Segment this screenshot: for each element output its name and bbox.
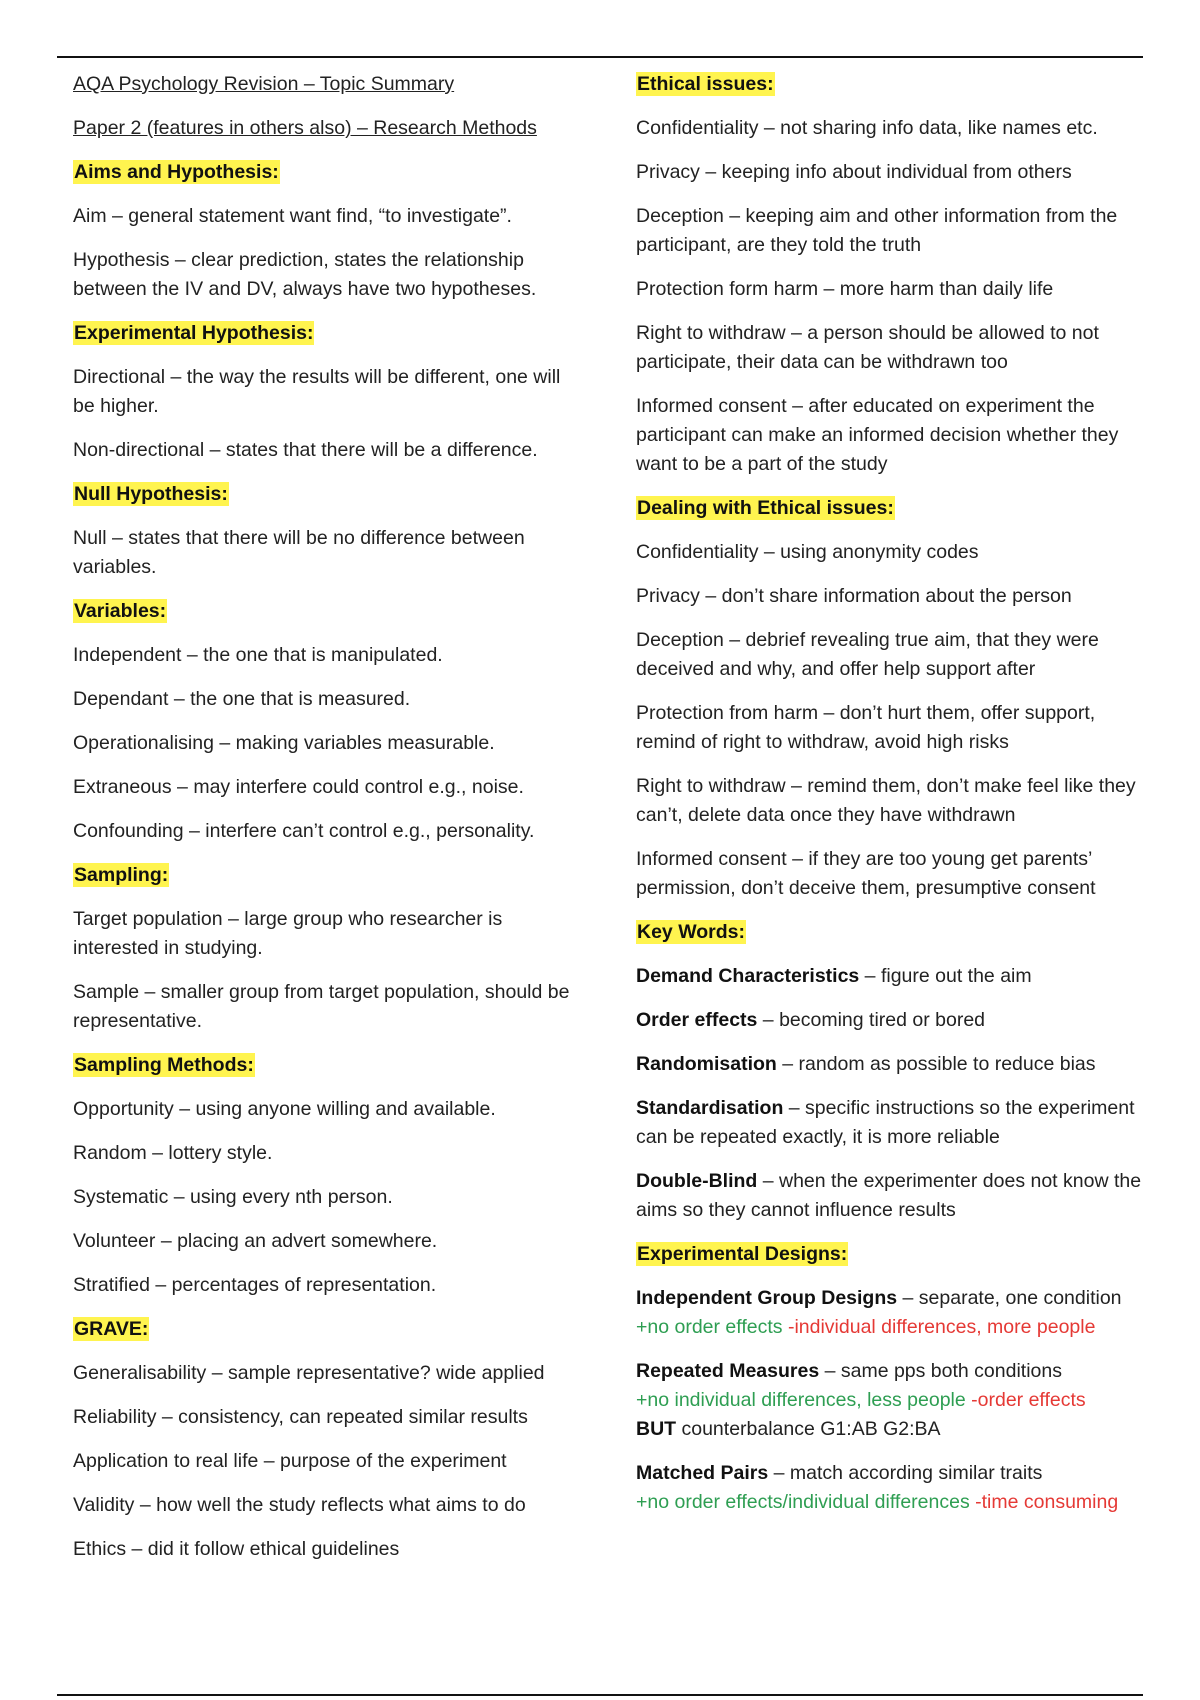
design-but: BUT	[636, 1418, 677, 1440]
grave-item: Ethics – did it follow ethical guidelines	[73, 1538, 400, 1560]
heading-experimental-hypothesis: Experimental Hypothesis:	[74, 322, 314, 344]
design-con: -order effects	[971, 1389, 1086, 1411]
ethical-item: Confidentiality – not sharing info data, like names etc.	[636, 117, 1098, 139]
heading-sampling: Sampling:	[74, 864, 169, 886]
method-item: Random – lottery style.	[73, 1142, 273, 1164]
keyword-term: Standardisation	[636, 1097, 784, 1119]
keyword-term: Order effects	[636, 1009, 758, 1031]
design-item	[636, 1284, 1156, 1342]
ethical-item: Privacy – keeping info about individual from others	[636, 161, 1072, 183]
keyword-def: – figure out the aim	[859, 965, 1032, 987]
grave-item: Application to real life – purpose of the experiment	[73, 1450, 507, 1472]
design-item	[636, 1459, 1156, 1517]
ethical-item: Deception – keeping aim and other information from the participant, are they told the truth	[636, 205, 1118, 256]
left-column	[73, 70, 573, 1579]
aim-text: Aim – general statement want find, “to investigate”.	[73, 205, 512, 227]
design-item	[636, 1357, 1156, 1444]
ethical-item: Right to withdraw – a person should be allowed to not participate, their data can be withdrawn too	[636, 322, 1099, 373]
method-item: Volunteer – placing an advert somewhere.	[73, 1230, 438, 1252]
grave-item: Validity – how well the study reflects what aims to do	[73, 1494, 526, 1516]
method-item: Stratified – percentages of representation.	[73, 1274, 437, 1296]
design-term: Repeated Measures	[636, 1360, 820, 1382]
design-term: Matched Pairs	[636, 1462, 769, 1484]
keyword-item	[636, 962, 1156, 991]
dealing-item: Right to withdraw – remind them, don’t make feel like they can’t, delete data once they have withdrawn	[636, 775, 1136, 826]
directional-text: Directional – the way the results will be different, one will be higher.	[73, 366, 561, 417]
keyword-item	[636, 1094, 1156, 1152]
document-subtitle: Paper 2 (features in others also) – Research Methods	[73, 117, 537, 139]
heading-experimental-designs: Experimental Designs:	[637, 1243, 848, 1265]
design-pro: +no individual differences, less people	[636, 1389, 972, 1411]
design-but-text: counterbalance G1:AB G2:BA	[676, 1418, 941, 1440]
grave-item: Generalisability – sample representative? wide applied	[73, 1362, 545, 1384]
keyword-term: Double-Blind	[636, 1170, 758, 1192]
variable-item: Confounding – interfere can’t control e.g., personality.	[73, 820, 535, 842]
top-rule	[57, 56, 1143, 58]
heading-ethical-issues: Ethical issues:	[637, 73, 774, 95]
null-text: Null – states that there will be no difference between variables.	[73, 527, 525, 578]
ethical-item: Protection form harm – more harm than daily life	[636, 278, 1054, 300]
design-con: -individual differences, more people	[787, 1316, 1096, 1338]
design-pro: +no order effects	[636, 1316, 788, 1338]
design-def: – separate, one condition	[897, 1287, 1122, 1309]
document-title: AQA Psychology Revision – Topic Summary	[73, 73, 455, 95]
dealing-item: Privacy – don’t share information about the person	[636, 585, 1072, 607]
dealing-item: Deception – debrief revealing true aim, that they were deceived and why, and offer help support after	[636, 629, 1099, 680]
variable-item: Independent – the one that is manipulated.	[73, 644, 443, 666]
heading-key-words: Key Words:	[637, 921, 745, 943]
right-column	[636, 70, 1156, 1532]
heading-variables: Variables:	[74, 600, 167, 622]
heading-null-hypothesis: Null Hypothesis:	[74, 483, 228, 505]
keyword-item	[636, 1006, 1156, 1035]
heading-grave: GRAVE:	[74, 1318, 149, 1340]
keyword-term: Demand Characteristics	[636, 965, 860, 987]
bottom-rule	[57, 1694, 1143, 1696]
dealing-item: Confidentiality – using anonymity codes	[636, 541, 979, 563]
design-con: -time consuming	[975, 1491, 1119, 1513]
design-pro: +no order effects/individual differences	[636, 1491, 976, 1513]
grave-item: Reliability – consistency, can repeated similar results	[73, 1406, 528, 1428]
variable-item: Extraneous – may interfere could control e.g., noise.	[73, 776, 524, 798]
dealing-item: Informed consent – if they are too young get parents’ permission, don’t deceive them, presumptive consent	[636, 848, 1096, 899]
method-item: Opportunity – using anyone willing and available.	[73, 1098, 496, 1120]
hypothesis-text: Hypothesis – clear prediction, states the relationship between the IV and DV, always have two hypotheses.	[73, 249, 537, 300]
method-item: Systematic – using every nth person.	[73, 1186, 393, 1208]
design-def: – same pps both conditions	[819, 1360, 1062, 1382]
heading-dealing-ethical: Dealing with Ethical issues:	[637, 497, 894, 519]
non-directional-text: Non-directional – states that there will be a difference.	[73, 439, 538, 461]
variable-item: Dependant – the one that is measured.	[73, 688, 411, 710]
design-term: Independent Group Designs	[636, 1287, 898, 1309]
variable-item: Operationalising – making variables measurable.	[73, 732, 495, 754]
keyword-def: – becoming tired or bored	[757, 1009, 986, 1031]
keyword-term: Randomisation	[636, 1053, 777, 1075]
dealing-item: Protection from harm – don’t hurt them, offer support, remind of right to withdraw, avoid high risks	[636, 702, 1096, 753]
keyword-item	[636, 1050, 1156, 1079]
sampling-item: Sample – smaller group from target population, should be representative.	[73, 981, 570, 1032]
keyword-def: – when the experimenter does not know the aims so they cannot influence results	[636, 1170, 1142, 1221]
keyword-item	[636, 1167, 1156, 1225]
ethical-item: Informed consent – after educated on experiment the participant can make an informed decision whether they want to be a part of the study	[636, 395, 1119, 475]
design-def: – match according similar traits	[768, 1462, 1043, 1484]
keyword-def: – random as possible to reduce bias	[776, 1053, 1096, 1075]
heading-aims: Aims and Hypothesis:	[74, 161, 279, 183]
heading-sampling-methods: Sampling Methods:	[74, 1054, 254, 1076]
keyword-def: – specific instructions so the experiment can be repeated exactly, it is more reliable	[636, 1097, 1135, 1148]
sampling-item: Target population – large group who researcher is interested in studying.	[73, 908, 503, 959]
